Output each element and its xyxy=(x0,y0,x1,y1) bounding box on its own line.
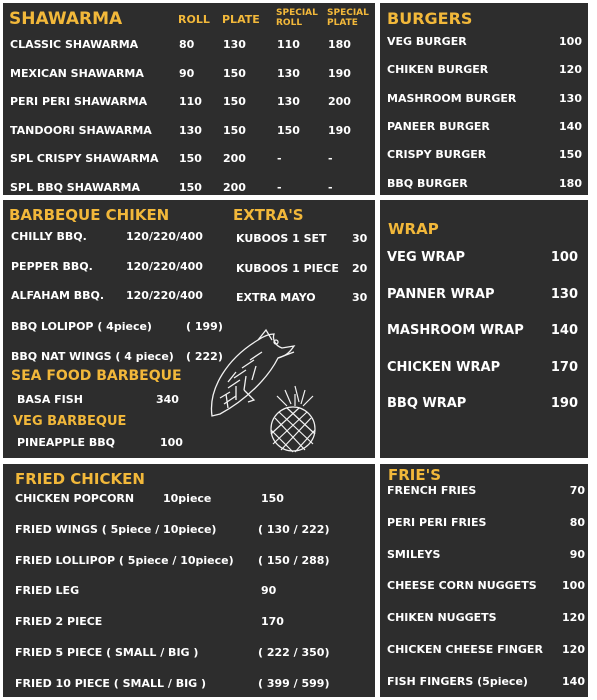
shawarma-item-special-roll: 110 xyxy=(277,38,300,51)
shawarma-header-roll: ROLL xyxy=(178,13,210,26)
extras-title: EXTRA'S xyxy=(233,206,304,224)
wrap-item-price: 170 xyxy=(550,359,578,375)
shawarma-item-special-roll: 130 xyxy=(277,66,300,80)
burger-item-price: 150 xyxy=(559,148,582,162)
fries-item-name: CHICKEN CHEESE FINGER xyxy=(387,643,543,656)
wrap-title: WRAP xyxy=(388,220,439,238)
burger-item-name: BBQ BURGER xyxy=(387,176,468,190)
wrap-item-name: VEG WRAP xyxy=(387,250,466,265)
wrap-item-name: BBQ WRAP xyxy=(387,396,467,411)
wrap-item-price: 140 xyxy=(550,323,578,338)
shawarma-item-special-roll: - xyxy=(277,180,282,194)
fried-item-name: FRIED LEG xyxy=(15,584,80,598)
shawarma-item-special-plate: 200 xyxy=(328,95,351,108)
fries-item-name: CHIKEN NUGGETS xyxy=(387,611,497,625)
wrap-item-name: CHICKEN WRAP xyxy=(387,359,501,375)
fried-item-price: 150 xyxy=(261,492,284,505)
fries-item-price: 90 xyxy=(569,547,585,561)
shawarma-item-name: PERI PERI SHAWARMA xyxy=(10,95,148,108)
bbq-wings-price: ( 222) xyxy=(186,350,223,363)
shawarma-item-plate: 150 xyxy=(223,66,246,80)
wrap-item-price: 100 xyxy=(550,250,578,265)
burgers-panel xyxy=(380,3,588,195)
shawarma-item-name: SPL BBQ SHAWARMA xyxy=(10,180,141,194)
shawarma-item-special-plate: - xyxy=(328,152,333,165)
shawarma-item-name: MEXICAN SHAWARMA xyxy=(10,66,144,80)
burgers-title: BURGERS xyxy=(387,9,473,28)
wrap-item-price: 190 xyxy=(550,396,578,411)
bbq-item-name: CHILLY BBQ. xyxy=(11,230,87,243)
shawarma-header-plate: PLATE xyxy=(222,13,260,26)
wrap-item-price: 130 xyxy=(550,286,578,302)
extras-item-name: EXTRA MAYO xyxy=(236,291,316,304)
fried-item-price: ( 130 / 222) xyxy=(258,522,330,536)
shawarma-item-roll: 80 xyxy=(179,38,195,51)
bbq-item-name: ALFAHAM BBQ. xyxy=(11,289,105,302)
bbq-item-name: PEPPER BBQ. xyxy=(11,259,93,273)
fried-item-name: FRIED 10 PIECE ( SMALL / BIG ) xyxy=(15,676,207,690)
seafood-item-price: 340 xyxy=(156,393,179,406)
fries-item-price: 140 xyxy=(562,674,585,688)
extras-item-name: KUBOOS 1 SET xyxy=(236,232,327,245)
seafood-title: SEA FOOD BARBEQUE xyxy=(11,368,182,384)
shawarma-item-plate: 130 xyxy=(223,38,246,51)
bbq-title: BARBEQUE CHIKEN xyxy=(9,206,170,224)
fried-item-name: FRIED WINGS ( 5piece / 10piece) xyxy=(15,522,217,536)
shawarma-item-plate: 200 xyxy=(223,180,246,194)
fries-panel xyxy=(380,464,588,697)
shawarma-item-name: TANDOORI SHAWARMA xyxy=(10,123,152,137)
fries-title: FRIE'S xyxy=(388,466,442,484)
bbq-wings-name: BBQ NAT WINGS ( 4 piece) xyxy=(11,350,174,363)
shawarma-item-special-plate: - xyxy=(328,180,333,194)
extras-item-name: KUBOOS 1 PIECE xyxy=(236,261,339,275)
bbq-item-price: 120/220/400 xyxy=(126,259,203,273)
seafood-item-name: BASA FISH xyxy=(17,393,83,406)
burger-item-price: 120 xyxy=(559,63,582,77)
burger-item-price: 100 xyxy=(559,35,582,48)
shawarma-item-roll: 110 xyxy=(179,95,202,108)
fried-item-price: 170 xyxy=(261,615,284,629)
fries-item-price: 70 xyxy=(569,484,585,497)
shawarma-item-roll: 150 xyxy=(179,180,202,194)
shawarma-item-special-roll: - xyxy=(277,152,282,165)
shawarma-item-special-plate: 190 xyxy=(328,123,351,137)
extras-item-price: 30 xyxy=(352,291,368,304)
bbq-lolipop-price: ( 199) xyxy=(186,320,223,333)
fried-item-name: FRIED LOLLIPOP ( 5piece / 10piece) xyxy=(15,553,234,567)
bbq-item-price: 120/220/400 xyxy=(126,289,203,302)
extras-item-price: 30 xyxy=(352,232,368,245)
burger-item-price: 130 xyxy=(559,91,582,105)
fried-item-price: 90 xyxy=(261,584,277,598)
wrap-item-name: MASHROOM WRAP xyxy=(387,323,524,338)
veg-bbq-item-name: PINEAPPLE BBQ xyxy=(17,436,115,449)
shawarma-item-plate: 150 xyxy=(223,123,246,137)
bbq-item-price: 120/220/400 xyxy=(126,230,203,243)
fries-item-name: SMILEYS xyxy=(387,547,441,561)
shawarma-header-special-plate: SPECIAL PLATE xyxy=(327,8,369,28)
shawarma-item-roll: 150 xyxy=(179,152,202,165)
fried-item-price: ( 150 / 288) xyxy=(258,553,330,567)
veg-bbq-title: VEG BARBEQUE xyxy=(13,414,127,429)
shawarma-header-special-roll: SPECIAL ROLL xyxy=(276,8,318,28)
shawarma-item-special-roll: 150 xyxy=(277,123,300,137)
fried-chicken-panel xyxy=(3,464,375,697)
burger-item-name: MASHROOM BURGER xyxy=(387,91,517,105)
burger-item-name: CHIKEN BURGER xyxy=(387,63,489,77)
shawarma-panel xyxy=(3,3,375,195)
shawarma-item-name: SPL CRISPY SHAWARMA xyxy=(10,152,159,165)
shawarma-title: SHAWARMA xyxy=(9,9,123,29)
veg-bbq-item-price: 100 xyxy=(160,436,183,449)
burger-item-price: 180 xyxy=(559,176,582,190)
shawarma-item-roll: 90 xyxy=(179,66,195,80)
burger-item-name: VEG BURGER xyxy=(387,35,467,48)
fries-item-name: CHEESE CORN NUGGETS xyxy=(387,579,537,593)
bbq-lolipop-name: BBQ LOLIPOP ( 4piece) xyxy=(11,320,152,333)
pineapple-icon xyxy=(265,384,325,454)
fried-item-price: ( 399 / 599) xyxy=(258,676,330,690)
bbq-panel xyxy=(3,200,375,458)
shawarma-item-special-plate: 190 xyxy=(328,66,351,80)
fried-item-name: FRIED 2 PIECE xyxy=(15,615,103,629)
fried-item-qty: 10piece xyxy=(163,492,212,505)
shawarma-item-roll: 130 xyxy=(179,123,202,137)
wrap-panel xyxy=(380,200,588,458)
extras-item-price: 20 xyxy=(352,261,368,275)
shawarma-item-special-plate: 180 xyxy=(328,38,351,51)
fried-title: FRIED CHICKEN xyxy=(15,470,145,488)
fries-item-price: 100 xyxy=(562,579,585,593)
fries-item-name: FISH FINGERS (5piece) xyxy=(387,674,528,688)
fries-item-name: PERI PERI FRIES xyxy=(387,515,487,529)
burger-item-name: CRISPY BURGER xyxy=(387,148,487,162)
burger-item-price: 140 xyxy=(559,119,582,133)
shawarma-item-special-roll: 130 xyxy=(277,95,300,108)
wrap-item-name: PANNER WRAP xyxy=(387,286,495,302)
fried-item-price: ( 222 / 350) xyxy=(258,646,330,659)
fries-item-name: FRENCH FRIES xyxy=(387,484,477,497)
shawarma-item-plate: 200 xyxy=(223,152,246,165)
fries-item-price: 80 xyxy=(569,515,585,529)
burger-item-name: PANEER BURGER xyxy=(387,119,490,133)
shawarma-item-name: CLASSIC SHAWARMA xyxy=(10,38,139,51)
fried-item-name: FRIED 5 PIECE ( SMALL / BIG ) xyxy=(15,646,199,659)
fried-item-name: CHICKEN POPCORN xyxy=(15,492,135,505)
fries-item-price: 120 xyxy=(562,643,585,656)
fries-item-price: 120 xyxy=(562,611,585,625)
shawarma-item-plate: 150 xyxy=(223,95,246,108)
